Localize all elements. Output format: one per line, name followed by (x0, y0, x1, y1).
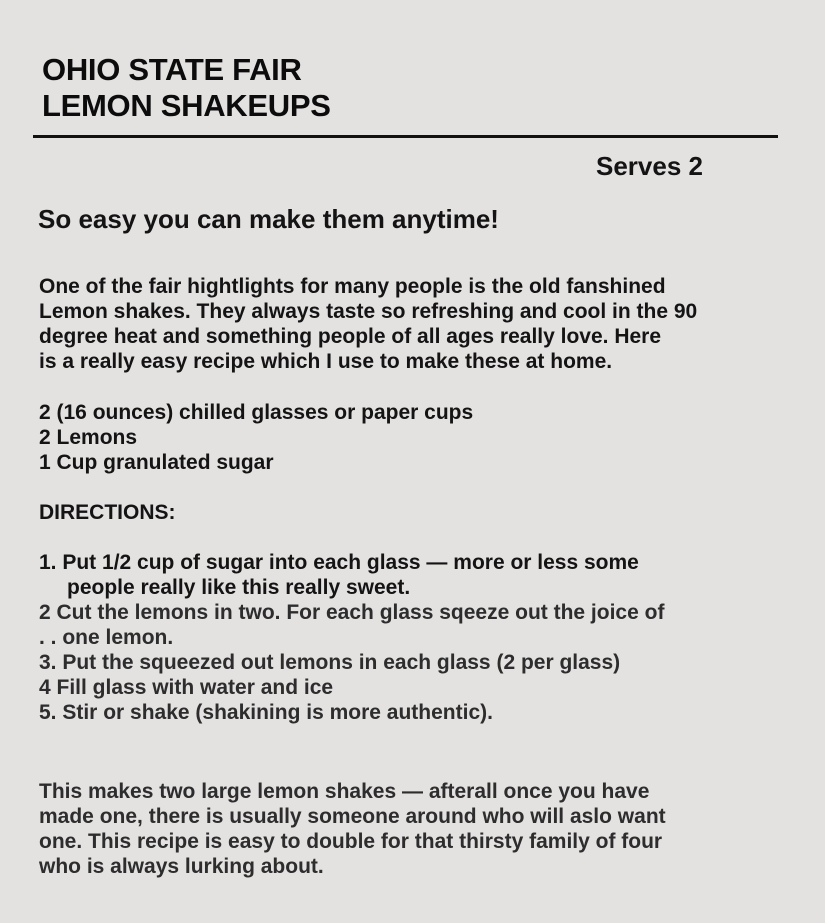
intro-line: Lemon shakes. They always taste so refreshing and cool in the 90 (39, 300, 698, 323)
direction-step-1-continued: people really like this really sweet. (67, 576, 411, 599)
intro-line: One of the fair hightlights for many people is the old fanshined (39, 275, 666, 298)
recipe-title-line-1: OHIO STATE FAIR (42, 52, 302, 87)
directions-heading: DIRECTIONS: (39, 501, 176, 524)
recipe-title-line-2: LEMON SHAKEUPS (42, 88, 331, 123)
ingredients-list (39, 400, 473, 475)
closing-line: one. This recipe is easy to double for that thirsty family of four (39, 830, 663, 853)
closing-line: This makes two large lemon shakes — afterall once you have (39, 780, 650, 803)
ingredient-item: 1 Cup granulated sugar (39, 451, 274, 474)
closing-paragraph (39, 779, 666, 879)
title-divider (33, 135, 778, 138)
intro-paragraph (39, 274, 697, 374)
intro-line: is a really easy recipe which I use to make these at home. (39, 350, 613, 373)
direction-step-5: 5. Stir or shake (shakining is more authentic). (39, 701, 493, 724)
tagline: So easy you can make them anytime! (38, 204, 499, 234)
direction-step-1: 1. Put 1/2 cup of sugar into each glass — more or less some (39, 551, 639, 574)
ingredient-item: 2 (16 ounces) chilled glasses or paper cups (39, 401, 474, 424)
serves-label: Serves 2 (596, 151, 703, 181)
closing-line: who is always lurking about. (39, 855, 324, 878)
direction-step-4: 4 Fill glass with water and ice (39, 676, 334, 699)
ingredient-item: 2 Lemons (39, 426, 138, 449)
intro-line: degree heat and something people of all ages really love. Here (39, 325, 662, 348)
closing-line: made one, there is usually someone around who will aslo want (39, 805, 666, 828)
direction-step-2: 2 Cut the lemons in two. For each glass sqeeze out the joice of (39, 601, 665, 624)
direction-step-2-continued: . . one lemon. (39, 626, 174, 649)
directions-list (39, 550, 664, 725)
direction-step-3: 3. Put the squeezed out lemons in each glass (2 per glass) (39, 651, 621, 674)
